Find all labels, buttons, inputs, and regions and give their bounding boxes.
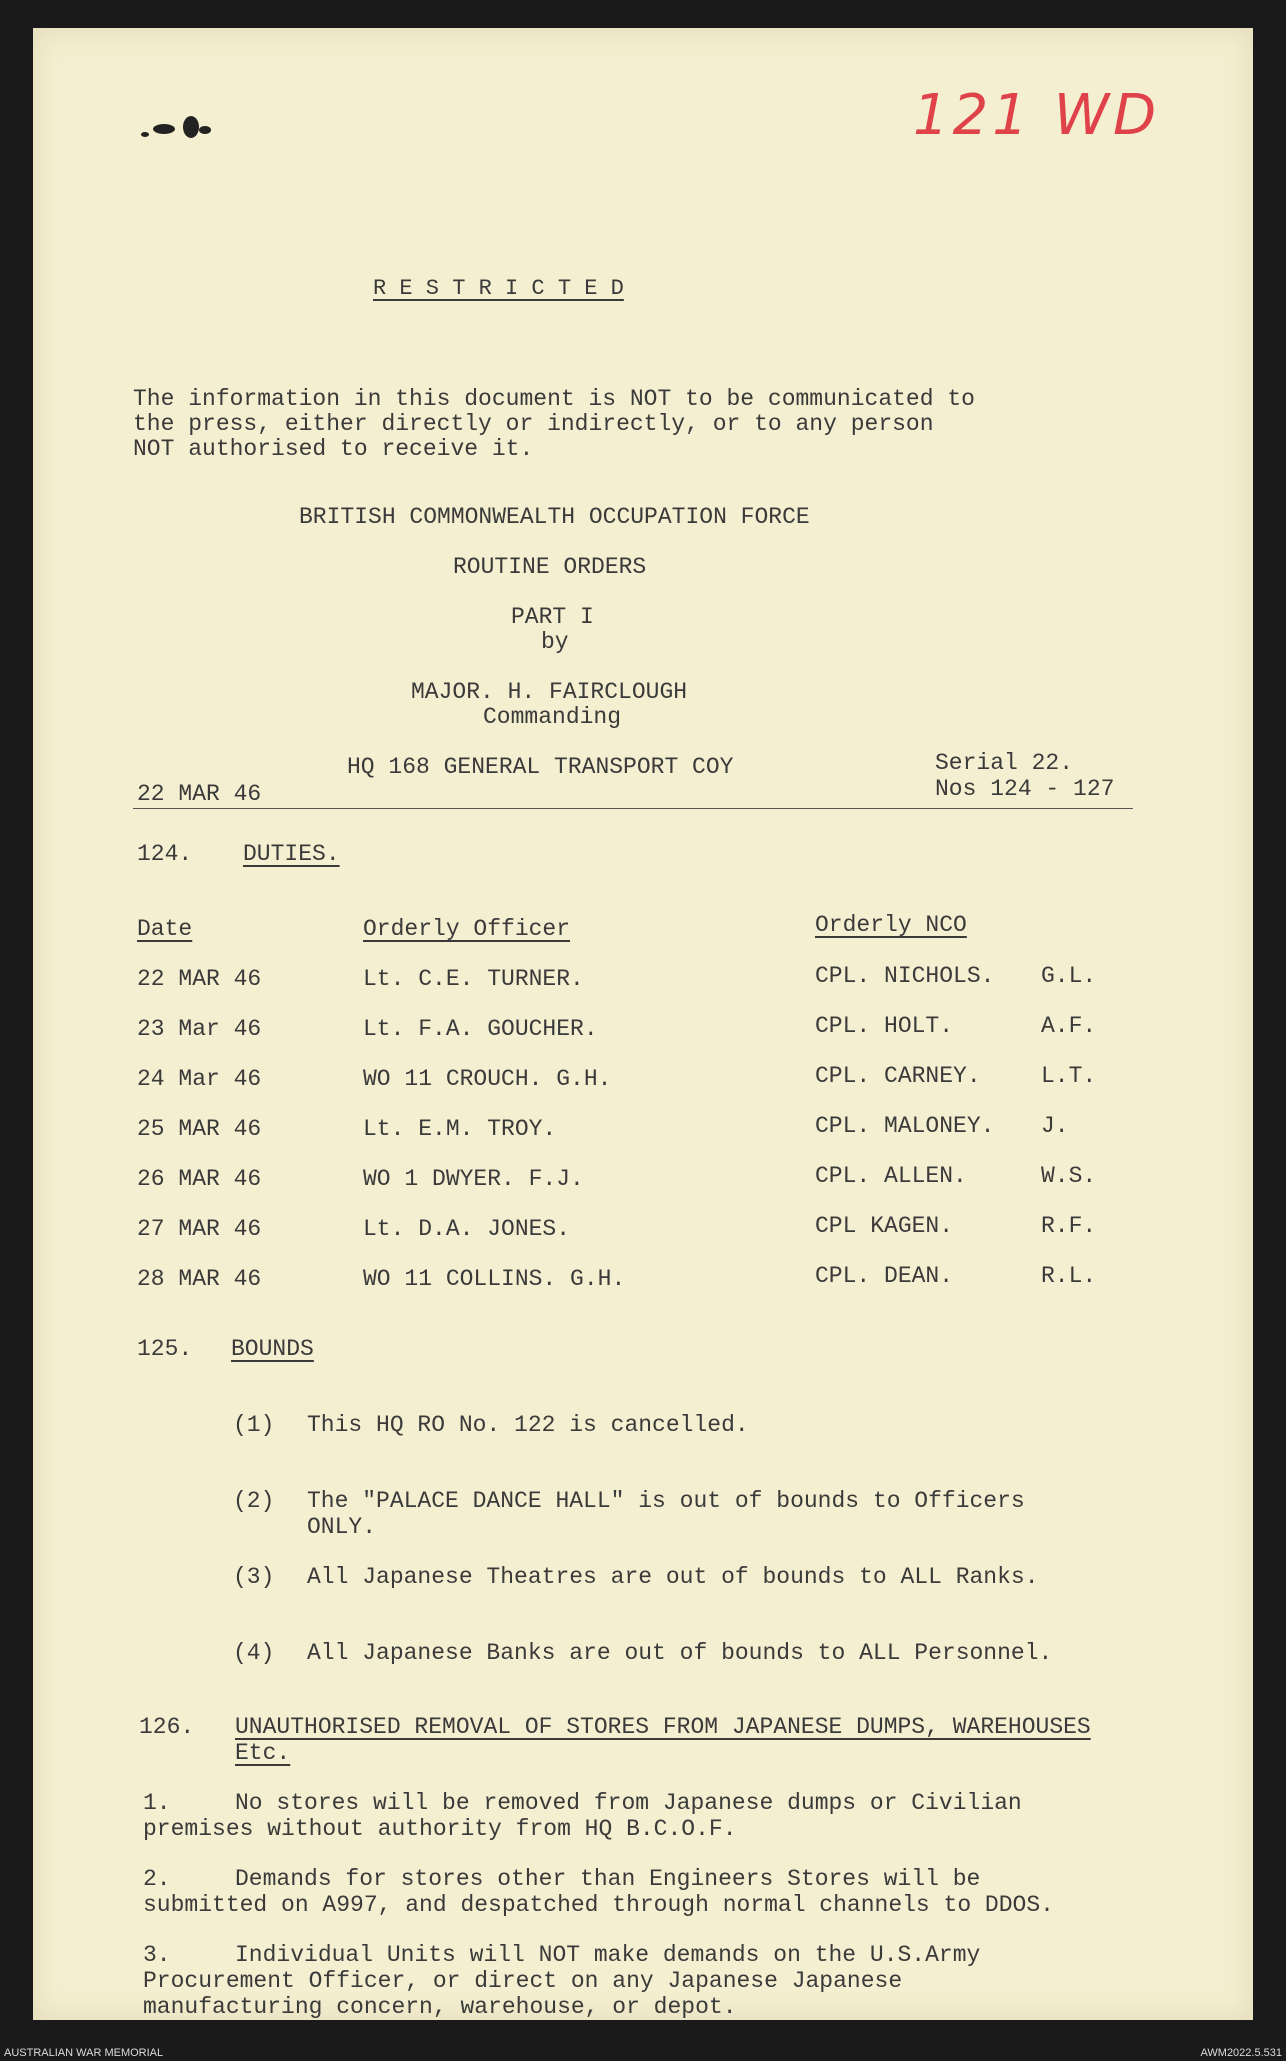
section-title-duties: DUTIES.	[243, 841, 340, 867]
order-date: 22 MAR 46	[137, 781, 262, 807]
duty-officer: WO 11 COLLINS. G.H.	[363, 1266, 626, 1292]
removal-para-text: Demands for stores other than Engineers Stores will be	[235, 1866, 981, 1892]
duty-date: 27 MAR 46	[137, 1216, 262, 1242]
removal-para-text: Individual Units will NOT make demands on the U.S.Army	[235, 1942, 981, 1968]
removal-para-num: 2.	[143, 1866, 171, 1892]
by-line: by	[541, 629, 569, 655]
serial-number: Serial 22.	[935, 750, 1074, 776]
handwritten-annotation: 121 WD	[913, 83, 1161, 148]
duty-officer: Lt. D.A. JONES.	[363, 1216, 571, 1242]
duty-nco: CPL. ALLEN.	[815, 1163, 967, 1189]
removal-para-text: premises without authority from HQ B.C.O.F.	[143, 1816, 737, 1842]
duty-nco-initials: J.	[1041, 1113, 1069, 1139]
removal-para-num: 3.	[143, 1942, 171, 1968]
duty-nco: CPL. MALONEY.	[815, 1113, 995, 1139]
footer-archive-name: AUSTRALIAN WAR MEMORIAL	[4, 2047, 164, 2059]
removal-para-text: Procurement Officer, or direct on any Japanese Japanese	[143, 1968, 903, 1994]
duty-officer: WO 1 DWYER. F.J.	[363, 1166, 584, 1192]
duties-header-officer: Orderly Officer	[363, 916, 571, 942]
section-title-bounds: BOUNDS	[231, 1336, 314, 1362]
notice-line-3: NOT authorised to receive it.	[133, 436, 534, 462]
duty-date: 26 MAR 46	[137, 1166, 262, 1192]
order-numbers: Nos 124 - 127	[935, 776, 1115, 802]
duty-nco: CPL KAGEN.	[815, 1213, 954, 1239]
bounds-item-num: (1)	[233, 1412, 275, 1438]
duty-officer: WO 11 CROUCH. G.H.	[363, 1066, 612, 1092]
duties-header-nco: Orderly NCO	[815, 912, 967, 938]
bounds-item-text: All Japanese Banks are out of bounds to ALL Personnel.	[307, 1640, 1053, 1666]
bounds-item-text: The "PALACE DANCE HALL" is out of bounds to Officers	[307, 1488, 1025, 1514]
duty-nco-initials: A.F.	[1041, 1013, 1097, 1039]
duty-nco: CPL. NICHOLS.	[815, 963, 995, 989]
duty-date: 28 MAR 46	[137, 1266, 262, 1292]
duty-nco-initials: L.T.	[1041, 1063, 1097, 1089]
duty-date: 23 Mar 46	[137, 1016, 262, 1042]
bounds-item-text: ONLY.	[307, 1514, 377, 1540]
commanding-officer: MAJOR. H. FAIRCLOUGH	[411, 679, 688, 705]
duty-date: 24 Mar 46	[137, 1066, 262, 1092]
part-title: PART I	[511, 604, 594, 630]
duty-officer: Lt. F.A. GOUCHER.	[363, 1016, 598, 1042]
section-number-removal: 126.	[139, 1714, 195, 1740]
removal-para-text: manufacturing concern, warehouse, or depot.	[143, 1994, 737, 2020]
duty-nco: CPL. DEAN.	[815, 1263, 954, 1289]
document-page	[33, 28, 1253, 2020]
duty-nco-initials: R.F.	[1041, 1213, 1097, 1239]
section-title-removal: UNAUTHORISED REMOVAL OF STORES FROM JAPANESE DUMPS, WAREHOUSES	[235, 1714, 1091, 1740]
orders-title: ROUTINE ORDERS	[453, 554, 647, 580]
duty-nco-initials: G.L.	[1041, 963, 1097, 989]
unit-name: HQ 168 GENERAL TRANSPORT COY	[347, 754, 734, 780]
bounds-item-num: (3)	[233, 1564, 275, 1590]
header-divider	[133, 808, 1133, 809]
notice-line-2: the press, either directly or indirectly, or to any person	[133, 411, 934, 437]
removal-para-num: 1.	[143, 1790, 171, 1816]
duties-header-date: Date	[137, 916, 193, 942]
duty-nco: CPL. HOLT.	[815, 1013, 954, 1039]
section-number-bounds: 125.	[137, 1336, 193, 1362]
bounds-item-num: (4)	[233, 1640, 275, 1666]
duty-officer: Lt. C.E. TURNER.	[363, 966, 584, 992]
removal-para-text: No stores will be removed from Japanese dumps or Civilian	[235, 1790, 1022, 1816]
classification-heading: R E S T R I C T E D	[373, 276, 624, 301]
commanding-role: Commanding	[483, 704, 622, 730]
duty-nco-initials: W.S.	[1041, 1163, 1097, 1189]
duty-date: 22 MAR 46	[137, 966, 262, 992]
removal-para-text: submitted on A997, and despatched through normal channels to DDOS.	[143, 1892, 1054, 1918]
bounds-item-text: All Japanese Theatres are out of bounds to ALL Ranks.	[307, 1564, 1039, 1590]
duty-nco-initials: R.L.	[1041, 1263, 1097, 1289]
duty-officer: Lt. E.M. TROY.	[363, 1116, 557, 1142]
section-number-duties: 124.	[137, 841, 193, 867]
notice-line-1: The information in this document is NOT to be communicated to	[133, 386, 975, 412]
duty-nco: CPL. CARNEY.	[815, 1063, 981, 1089]
bounds-item-num: (2)	[233, 1488, 275, 1514]
bounds-item-text: This HQ RO No. 122 is cancelled.	[307, 1412, 749, 1438]
force-title: BRITISH COMMONWEALTH OCCUPATION FORCE	[299, 504, 810, 530]
footer-item-id: AWM2022.5.531	[1200, 2047, 1282, 2059]
duty-date: 25 MAR 46	[137, 1116, 262, 1142]
section-title-removal-cont: Etc.	[235, 1740, 291, 1766]
